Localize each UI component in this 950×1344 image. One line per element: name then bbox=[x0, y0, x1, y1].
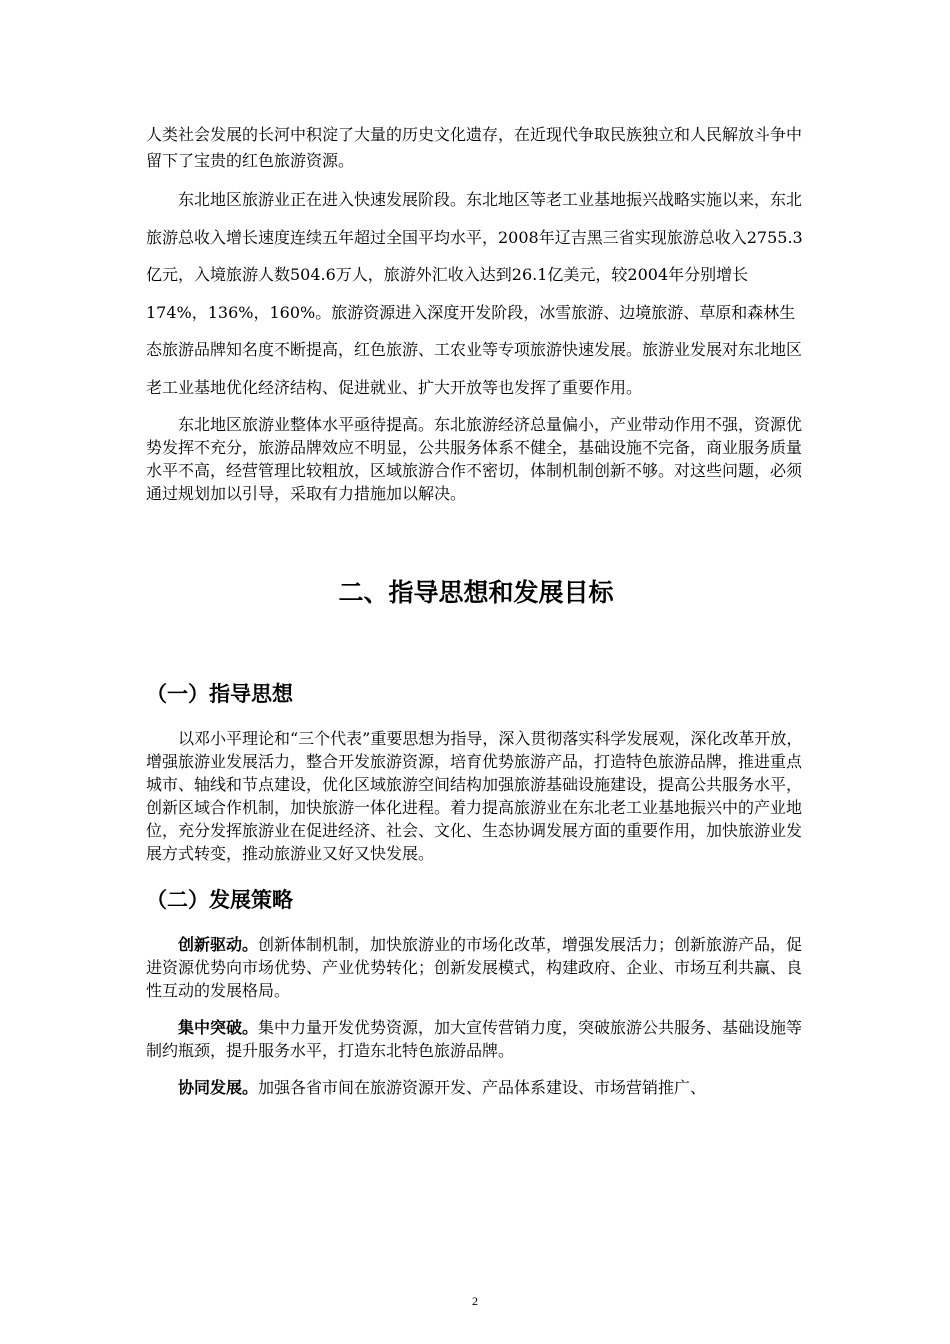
strategy-text: 加强各省市间在旅游资源开发、产品体系建设、市场营销推广、 bbox=[258, 1078, 707, 1097]
section-title-development-strategy: （二）发展策略 bbox=[146, 888, 293, 912]
strategy-lead: 协同发展。 bbox=[178, 1078, 259, 1097]
strategy-text: 创新体制机制，加快旅游业的市场化改革，增强发展活力；创新旅游产品，促进资源优势向市场优势、产业优势转化；创新发展模式，构建政府、企业、市场互利共赢、良性互动的发展格局。 bbox=[146, 935, 803, 1000]
strategy-text: 集中力量开发优势资源，加大宣传营销力度，突破旅游公共服务、基础设施等制约瓶颈，提升服务水平，打造东北特色旅游品牌。 bbox=[146, 1018, 803, 1060]
section-title-guiding-ideology: （一）指导思想 bbox=[146, 682, 293, 706]
strategy-lead: 创新驱动。 bbox=[178, 935, 259, 954]
paragraph-guiding-ideology: 以邓小平理论和“三个代表”重要思想为指导，深入贯彻落实科学发展观，深化改革开放，增强旅游业发展活力，整合开发旅游资源，培育优势旅游产品，打造特色旅游品牌，推进重点城市、轴线和节点建设，优化区域旅游空间结构加强旅游基础设施建设，提高公共服务水平，创新区域合作机制，加快旅游一体化进程。着力提高旅游业在东北老工业基地振兴中的产业地位，充分发挥旅游业在促进经济、社会、文化、生态协调发展方面的重要作用，加快旅游业发展方式转变，推动旅游业又好又快发展。 bbox=[146, 729, 803, 863]
paragraph-development-stage: 东北地区旅游业正在进入快速发展阶段。东北地区等老工业基地振兴战略实施以来，东北旅游总收入增长速度连续五年超过全国平均水平，2008年辽吉黑三省实现旅游总收入2755.3亿元，入境旅游人数504.6万人，旅游外汇收入达到26.1亿美元，较2004年分别增长174%，136%，160%。旅游资源进入深度开发阶段，冰雪旅游、边境旅游、草原和森林生态旅游品牌知名度不断提高，红色旅游、工农业等专项旅游快速发展。旅游业发展对东北地区老工业基地优化经济结构、促进就业、扩大开放等也发挥了重要作用。 bbox=[146, 190, 803, 397]
strategy-lead: 集中突破。 bbox=[178, 1018, 259, 1037]
document-page bbox=[146, 122, 806, 1099]
chapter-title: 二、指导思想和发展目标 bbox=[338, 578, 614, 607]
page-number: 2 bbox=[472, 1294, 478, 1308]
paragraph-improvement-needed: 东北地区旅游业整体水平亟待提高。东北旅游经济总量偏小，产业带动作用不强，资源优势发挥不充分，旅游品牌效应不明显，公共服务体系不健全，基础设施不完备，商业服务质量水平不高，经营管理比较粗放，区域旅游合作不密切，体制机制创新不够。对这些问题，必须通过规划加以引导，采取有力措施加以解决。 bbox=[146, 415, 803, 503]
paragraph-continued: 人类社会发展的长河中积淀了大量的历史文化遗存，在近现代争取民族独立和人民解放斗争中留下了宝贵的红色旅游资源。 bbox=[146, 125, 803, 170]
strategy-item-coordination bbox=[146, 1076, 806, 1099]
strategy-item-innovation bbox=[146, 933, 806, 1002]
strategy-item-focus bbox=[146, 1016, 806, 1062]
